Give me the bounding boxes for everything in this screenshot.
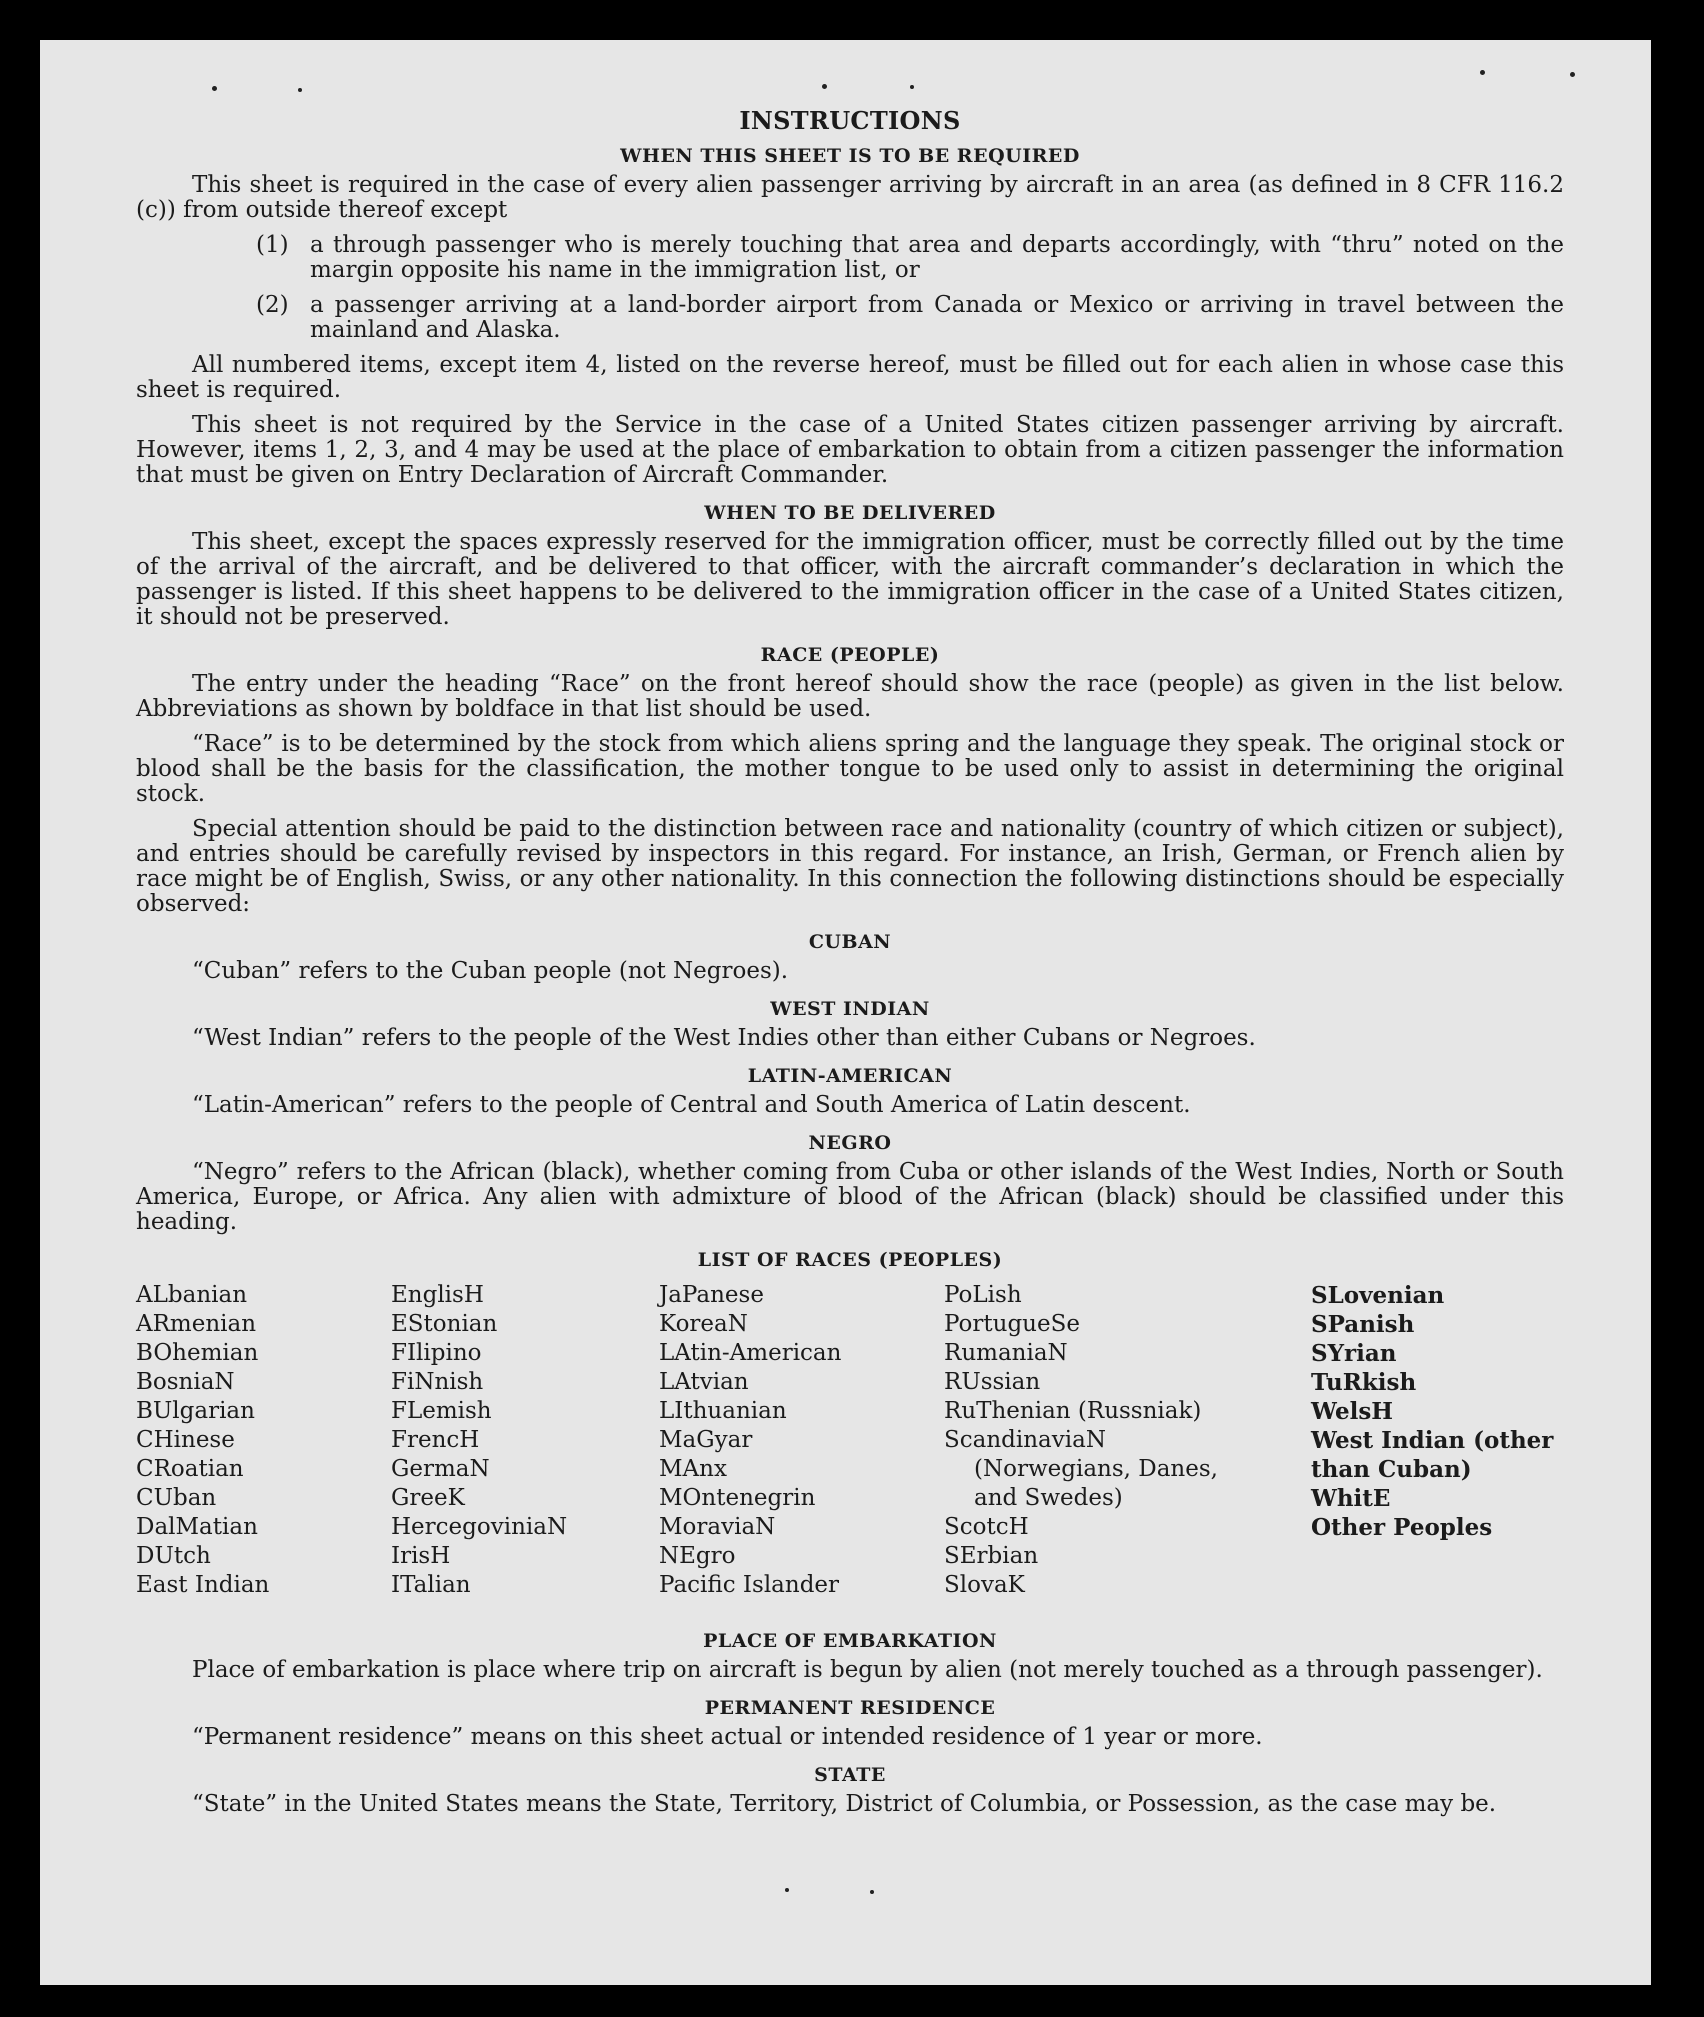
- race-entry: DUtch: [136, 1543, 211, 1569]
- list-item: [256, 233, 1564, 283]
- race-entry: BOhemian: [136, 1340, 259, 1366]
- speck: [870, 1890, 874, 1894]
- paragraph-negro: “Negro” refers to the African (black), whether coming from Cuba or other islands of the West Indies, North or South America, Europe, or Africa. Any alien with admixture of blood of the African (black) should be classified under this heading.: [136, 1159, 1564, 1235]
- race-entry: NEgro: [659, 1543, 736, 1569]
- speck: [1570, 72, 1575, 77]
- race-entry: Other Peoples: [1311, 1514, 1493, 1541]
- race-entry: KoreaN: [659, 1311, 748, 1337]
- race-entry: HercegoviniaN: [391, 1514, 568, 1540]
- race-entry: Pacific Islander: [659, 1572, 840, 1598]
- paragraph-state: “State” in the United States means the State, Territory, District of Columbia, or Possession, as the case may be.: [192, 1791, 1497, 1817]
- speck: [910, 85, 914, 89]
- race-entry: LAtin-American: [659, 1340, 842, 1366]
- race-entry: ScotcH: [944, 1514, 1029, 1540]
- race-entry: FIlipino: [391, 1340, 482, 1366]
- item-text: a through passenger who is merely touching that area and departs accordingly, with “thru” noted on the margin opposite his name in the immigration list, or: [310, 232, 1564, 283]
- races-column-1: [136, 1281, 376, 1600]
- paragraph-race-entry: The entry under the heading “Race” on the front hereof should show the race (people) as given in the list below. Abbreviations as shown by boldface in that list should be used.: [136, 671, 1564, 722]
- race-entry: ARmenian: [136, 1311, 257, 1337]
- race-entry: West Indian (other than Cuban): [1311, 1427, 1554, 1483]
- race-entry: ITalian: [391, 1572, 471, 1598]
- races-column-5: [1311, 1281, 1571, 1542]
- race-entry: TuRkish: [1311, 1369, 1417, 1396]
- race-entry: WhitE: [1311, 1485, 1391, 1512]
- race-entry: MAnx: [659, 1456, 727, 1482]
- heading-latin-american: LATIN-AMERICAN: [747, 1065, 953, 1087]
- item-number: (2): [256, 292, 289, 318]
- race-entry: ALbanian: [136, 1282, 248, 1308]
- paragraph-residence: “Permanent residence” means on this sheet actual or intended residence of 1 year or more.: [192, 1724, 1263, 1750]
- race-entry: RUssian: [944, 1369, 1041, 1395]
- race-entry: CHinese: [136, 1427, 235, 1453]
- race-entry: GermaN: [391, 1456, 490, 1482]
- document-content: [136, 106, 1564, 1827]
- heading-when-delivered: WHEN TO BE DELIVERED: [704, 502, 996, 524]
- races-column-4: [944, 1281, 1244, 1600]
- races-column-2: [391, 1281, 641, 1600]
- heading-cuban: CUBAN: [808, 931, 892, 953]
- race-entry: SErbian: [944, 1543, 1039, 1569]
- paragraph-numbered-items: All numbered items, except item 4, listed on the reverse hereof, must be filled out for each alien in whose case this sheet is required.: [136, 352, 1564, 403]
- race-entry: FiNnish: [391, 1369, 484, 1395]
- race-entry: SPanish: [1311, 1311, 1415, 1338]
- race-entry: FLemish: [391, 1398, 492, 1424]
- heading-west-indian: WEST INDIAN: [770, 998, 930, 1020]
- heading-state: STATE: [814, 1764, 886, 1786]
- speck: [1480, 70, 1485, 75]
- paragraph-delivered: This sheet, except the spaces expressly reserved for the immigration officer, must be correctly filled out by the time of the arrival of the aircraft, and be delivered to that officer, with the aircraft commander’s declaration in which the passenger is listed. If this sheet happens to be delivered to the immigration officer in the case of a United States citizen, it should not be preserved.: [136, 529, 1564, 630]
- race-entry: EnglisH: [391, 1282, 484, 1308]
- race-entry: RumaniaN: [944, 1340, 1068, 1366]
- paragraph-race-nationality: Special attention should be paid to the distinction between race and nationality (country of which citizen or subject), and entries should be carefully revised by inspectors in this regard. For instance, an Irish, German, or French alien by race might be of English, Swiss, or any other nationality. In this connection the following distinctions should be especially observed:: [136, 816, 1564, 917]
- race-entry: RuThenian (Russniak): [944, 1398, 1202, 1424]
- race-entry: MaGyar: [659, 1427, 753, 1453]
- paragraph-race-stock: “Race” is to be determined by the stock from which aliens spring and the language they speak. The original stock or blood shall be the basis for the classification, the mother tongue to be used only to assist in determining the original stock.: [136, 731, 1564, 807]
- heading-place-of-embarkation: PLACE OF EMBARKATION: [703, 1630, 997, 1652]
- race-entry: East Indian: [136, 1572, 270, 1598]
- race-entry: PoLish: [944, 1282, 1022, 1308]
- paragraph-west-indian: “West Indian” refers to the people of the West Indies other than either Cubans or Negroes.: [192, 1025, 1256, 1051]
- paragraph-embarkation: Place of embarkation is place where trip on aircraft is begun by alien (not merely touched as a through passenger).: [192, 1657, 1543, 1683]
- page-title: INSTRUCTIONS: [739, 106, 961, 135]
- race-entry: DalMatian: [136, 1514, 258, 1540]
- race-entry: SYrian: [1311, 1340, 1397, 1367]
- race-entry: MoraviaN: [659, 1514, 776, 1540]
- heading-race: RACE (PEOPLE): [760, 644, 940, 666]
- list-item: [256, 293, 1564, 343]
- race-entry: LAtvian: [659, 1369, 749, 1395]
- paragraph-latin-american: “Latin-American” refers to the people of Central and South America of Latin descent.: [192, 1092, 1191, 1118]
- speck: [212, 86, 217, 91]
- race-entry: JaPanese: [659, 1282, 764, 1308]
- speck: [822, 84, 827, 89]
- race-entry: SlovaK: [944, 1572, 1025, 1598]
- speck: [298, 88, 302, 92]
- race-entry: CUban: [136, 1485, 217, 1511]
- paragraph-required-intro: This sheet is required in the case of every alien passenger arriving by aircraft in an area (as defined in 8 CFR 116.2 (c)) from outside thereof except: [136, 172, 1564, 223]
- race-entry: SLovenian: [1311, 1282, 1445, 1309]
- race-entry: LIthuanian: [659, 1398, 787, 1424]
- paragraph-citizen: This sheet is not required by the Service in the case of a United States citizen passenger arriving by aircraft. However, items 1, 2, 3, and 4 may be used at the place of embarkation to obtain from a citizen passenger the information that must be given on Entry Declaration of Aircraft Commander.: [136, 412, 1564, 488]
- race-entry: BosniaN: [136, 1369, 235, 1395]
- item-text: a passenger arriving at a land-border airport from Canada or Mexico or arriving in travel between the mainland and Alaska.: [310, 292, 1564, 343]
- races-column-3: [659, 1281, 929, 1600]
- race-entry: WelsH: [1311, 1398, 1394, 1425]
- heading-negro: NEGRO: [808, 1132, 892, 1154]
- race-entry: FrencH: [391, 1427, 480, 1453]
- heading-permanent-residence: PERMANENT RESIDENCE: [704, 1697, 996, 1719]
- race-entry: ScandinaviaN (Norwegians, Danes, and Swedes): [944, 1427, 1218, 1511]
- heading-when-required: WHEN THIS SHEET IS TO BE REQUIRED: [620, 145, 1080, 167]
- speck: [785, 1888, 789, 1892]
- heading-list-of-races: LIST OF RACES (PEOPLES): [697, 1249, 1003, 1271]
- race-entry: MOntenegrin: [659, 1485, 816, 1511]
- race-entry: PortugueSe: [944, 1311, 1080, 1337]
- race-entry: GreeK: [391, 1485, 465, 1511]
- race-entry: CRoatian: [136, 1456, 244, 1482]
- item-number: (1): [256, 232, 289, 258]
- document-sheet: [40, 40, 1651, 1985]
- race-entry: IrisH: [391, 1543, 451, 1569]
- race-entry: BUlgarian: [136, 1398, 255, 1424]
- race-entry: EStonian: [391, 1311, 498, 1337]
- races-list: [136, 1281, 1564, 1616]
- paragraph-cuban: “Cuban” refers to the Cuban people (not Negroes).: [192, 958, 789, 984]
